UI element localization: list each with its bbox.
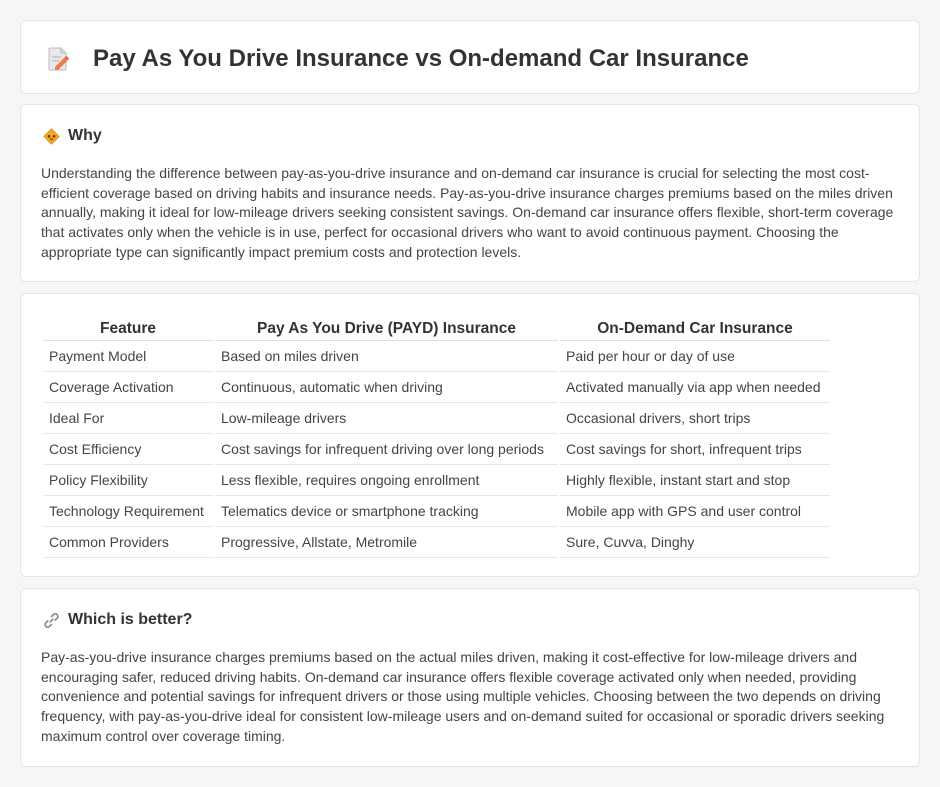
payd-cell: Progressive, Allstate, Metromile — [215, 527, 558, 558]
table-header-row — [43, 314, 830, 341]
on-demand-cell: Highly flexible, instant start and stop — [560, 465, 830, 496]
column-header-feature: Feature — [43, 314, 213, 341]
table-row — [43, 496, 830, 527]
title-card — [20, 20, 920, 94]
column-header-payd: Pay As You Drive (PAYD) Insurance — [215, 314, 558, 341]
document-pencil-icon — [47, 47, 69, 71]
page-title: Pay As You Drive Insurance vs On-demand Car Insurance — [93, 45, 749, 72]
payd-cell: Low-mileage drivers — [215, 403, 558, 434]
warning-diamond-icon — [43, 128, 60, 145]
why-section — [20, 104, 920, 282]
payd-cell: Telematics device or smartphone tracking — [215, 496, 558, 527]
feature-cell: Cost Efficiency — [43, 434, 213, 465]
on-demand-cell: Sure, Cuvva, Dinghy — [560, 527, 830, 558]
table-row — [43, 434, 830, 465]
feature-cell: Common Providers — [43, 527, 213, 558]
why-heading-text: Why — [68, 127, 102, 144]
on-demand-cell: Paid per hour or day of use — [560, 341, 830, 372]
table-row — [43, 403, 830, 434]
payd-cell: Less flexible, requires ongoing enrollment — [215, 465, 558, 496]
feature-cell: Ideal For — [43, 403, 213, 434]
which-is-better-heading-text: Which is better? — [68, 611, 193, 628]
which-is-better-paragraph: Pay-as-you-drive insurance charges premiums based on the actual miles driven, making it cost-effective for low-mileage drivers and encouraging safer, reduced driving habits. On-demand car insurance offers flexible coverage activated only when needed, providing convenience and potential savings for infrequent drivers or those using multiple vehicles. Choosing between the two depends on driving frequency, with pay-as-you-drive ideal for consistent low-mileage users and on-demand suited for occasional or sporadic drivers seeking maximum control over coverage timing. — [41, 649, 885, 744]
payd-cell: Continuous, automatic when driving — [215, 372, 558, 403]
payd-cell: Cost savings for infrequent driving over long periods — [215, 434, 558, 465]
which-is-better-heading — [43, 611, 192, 629]
column-header-on-demand: On-Demand Car Insurance — [560, 314, 830, 341]
comparison-table-section — [20, 293, 920, 577]
feature-cell: Policy Flexibility — [43, 465, 213, 496]
why-heading — [43, 127, 102, 145]
on-demand-cell: Occasional drivers, short trips — [560, 403, 830, 434]
link-icon — [43, 612, 60, 629]
payd-cell: Based on miles driven — [215, 341, 558, 372]
feature-cell: Coverage Activation — [43, 372, 213, 403]
why-paragraph: Understanding the difference between pay-as-you-drive insurance and on-demand car insurance is crucial for selecting the most cost-efficient coverage based on driving habits and insurance needs. Pay-as-you-drive insurance charges premiums based on the miles driven annually, making it ideal for low-mileage drivers seeking consistent savings. On-demand car insurance offers flexible, short-term coverage that activates only when the vehicle is in use, perfect for occasional drivers who want to avoid continuous payment. Choosing the appropriate type can significantly impact premium costs and protection levels. — [41, 165, 894, 260]
feature-cell: Payment Model — [43, 341, 213, 372]
feature-cell: Technology Requirement — [43, 496, 213, 527]
table-row — [43, 372, 830, 403]
which-is-better-section — [20, 588, 920, 767]
comparison-table — [41, 314, 832, 558]
table-row — [43, 341, 830, 372]
on-demand-cell: Activated manually via app when needed — [560, 372, 830, 403]
table-row — [43, 527, 830, 558]
on-demand-cell: Mobile app with GPS and user control — [560, 496, 830, 527]
on-demand-cell: Cost savings for short, infrequent trips — [560, 434, 830, 465]
table-row — [43, 465, 830, 496]
